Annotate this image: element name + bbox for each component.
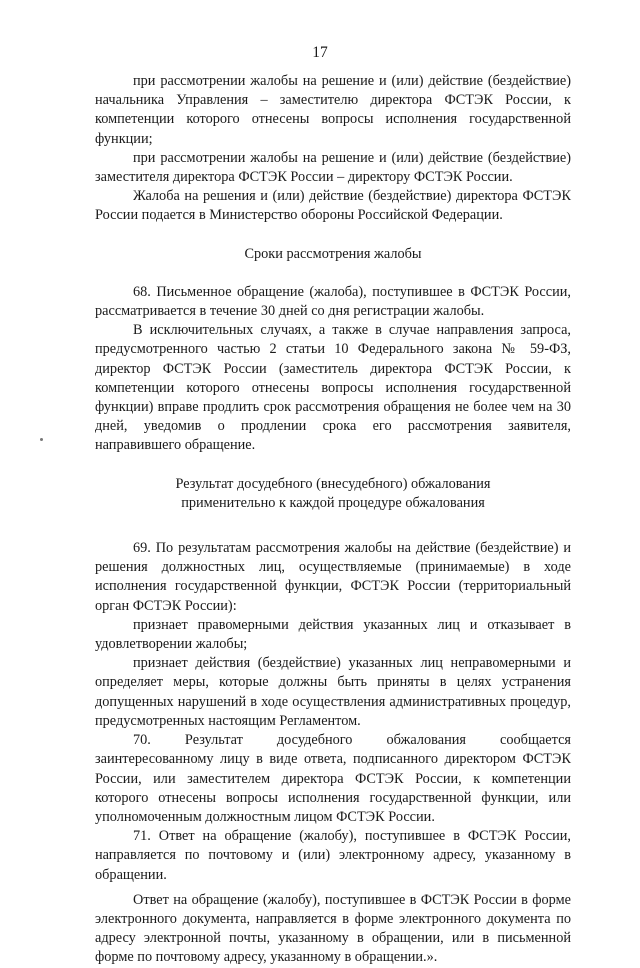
paragraph-69-unlawful: признает действия (бездействие) указанных лиц неправомерными и определяет меры, которые должны быть приняты в целях устранения допущенных нарушений в ходе осуществления административных процедур, предусмотренных настоящим Регламентом.	[95, 655, 571, 729]
paragraph-69: 69. По результатам рассмотрения жалобы на действие (бездействие) и решения должностных лиц, осуществляемые (принимаемые) в ходе исполнения государственной функции, ФСТЭК России (территориальный орган ФСТЭК России):	[95, 540, 571, 614]
paragraph-68-extension: В исключительных случаях, а также в случае направления запроса, предусмотренного частью 2 статьи 10 Федерального закона № 59-ФЗ, директор ФСТЭК России (заместитель директора ФСТЭК России, к компетенции которого отнесены вопросы исполнения государственной функции) вправе продлить срок рассмотрения обращения не более чем на 30 дней, уведомив о продлении срока его рассмотрения заявителя, направившего обращение.	[95, 322, 571, 454]
paragraph-68: 68. Письменное обращение (жалоба), поступившее в ФСТЭК России, рассматривается в течение 30 дней со дня регистрации жалобы.	[95, 283, 571, 320]
section-heading-review-terms	[95, 245, 571, 264]
paragraph-complaint-director: Жалоба на решения и (или) действие (бездействие) директора ФСТЭК России подается в Министерство обороны Российской Федерации.	[95, 188, 571, 224]
page-number: 17	[312, 44, 328, 61]
paragraph-70: 70. Результат досудебного обжалования сообщается заинтересованному лицу в виде ответа, подписанного директором ФСТЭК России, или заместителем директора ФСТЭК России, к компетенции которого отнесены вопросы исполнения государственной функции, или уполномоченным должностным лицом ФСТЭК России.	[95, 732, 571, 825]
paragraph-69-lawful: признает правомерными действия указанных лиц и отказывает в удовлетворении жалобы;	[95, 616, 571, 653]
section-heading-appeal-result	[95, 475, 571, 513]
paragraph-complaint-deputy-director: при рассмотрении жалобы на решение и (или) действие (бездействие) заместителя директора ФСТЭК России – директору ФСТЭК России.	[95, 149, 571, 186]
paragraph-71-electronic: Ответ на обращение (жалобу), поступившее в ФСТЭК России в форме электронного документа, направляется в форме электронного документа по адресу электронной почты, указанному в обращении, или в письменной форме по почтовому адресу, указанному в обращении.».	[95, 891, 571, 966]
section-heading-appeal-result-line-1: Результат досудебного (внесудебного) обжалования	[175, 475, 491, 492]
section-heading-review-terms-line: Сроки рассмотрения жалобы	[244, 245, 422, 262]
paragraph-complaint-head-of-department: при рассмотрении жалобы на решение и (или) действие (бездействие) начальника Управления – заместителю директора ФСТЭК России, к компетенции которого отнесены вопросы исполнения государственной функции;	[95, 73, 571, 147]
document-body	[95, 72, 571, 968]
scan-speck	[40, 438, 43, 441]
section-heading-appeal-result-line-2: применительно к каждой процедуре обжалования	[181, 494, 485, 511]
paragraph-71: 71. Ответ на обращение (жалобу), поступившее в ФСТЭК России, направляется по почтовому и (или) электронному адресу, указанному в обращении.	[95, 828, 571, 883]
